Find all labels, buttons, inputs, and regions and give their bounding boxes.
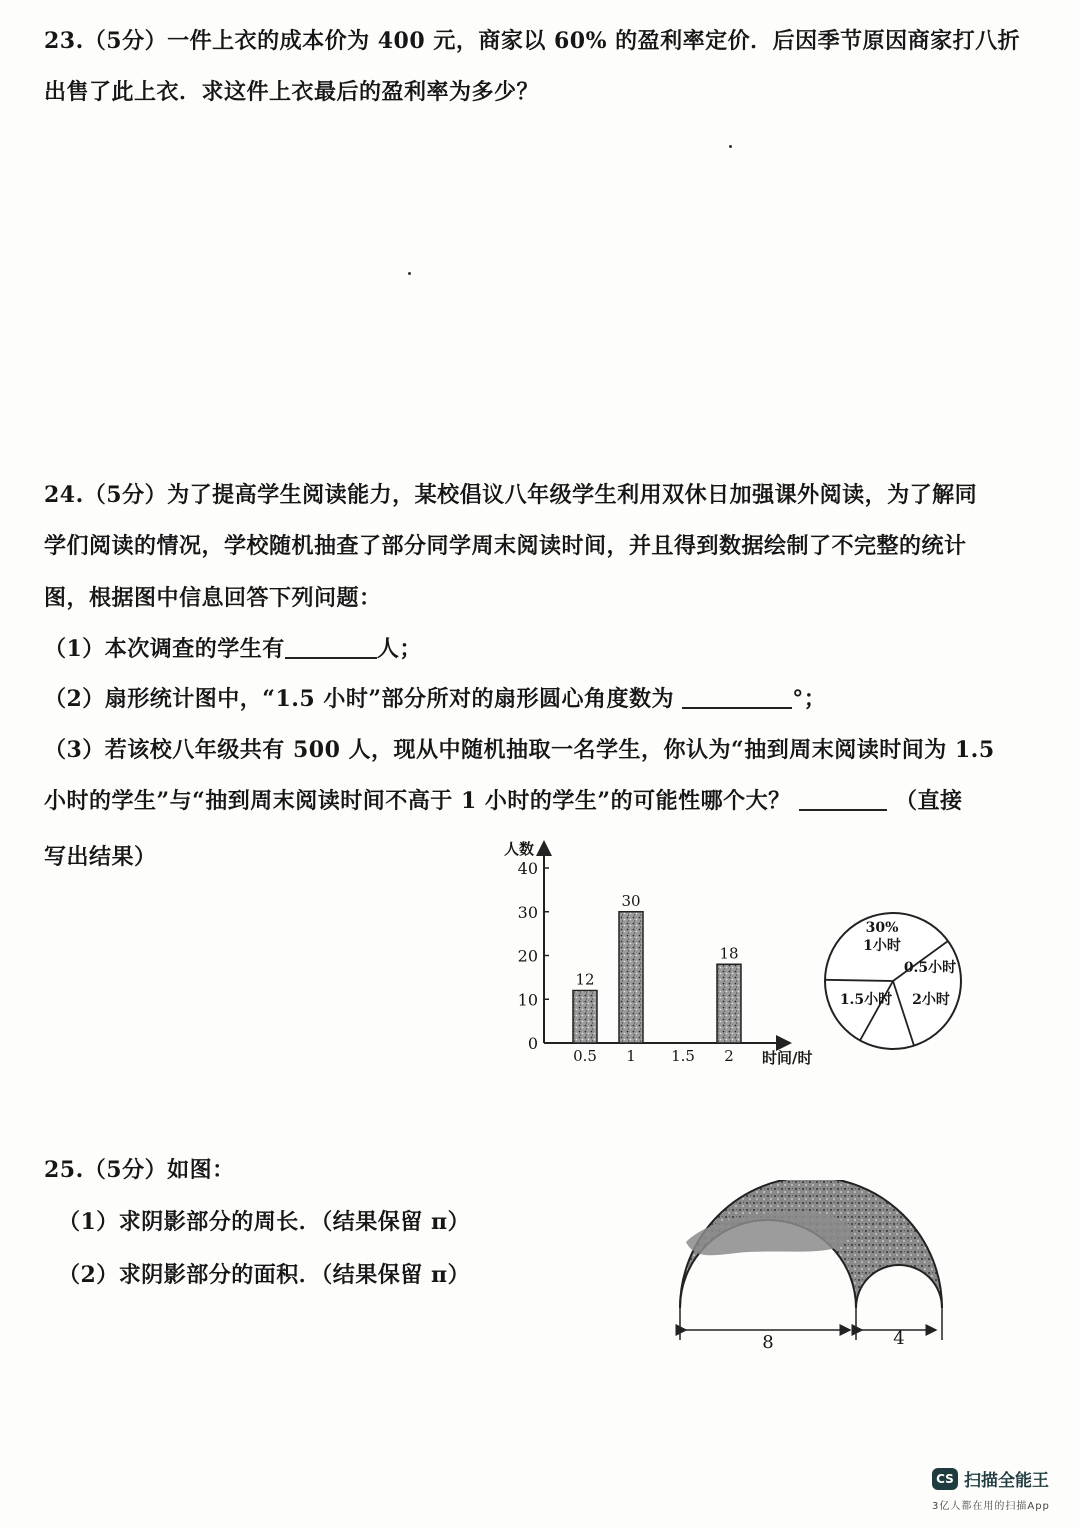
pie-label-1.5h: 1.5小时 xyxy=(839,992,893,1008)
x-axis-label: 时间/时 xyxy=(762,1049,813,1067)
y-tick-label: 20 xyxy=(517,946,538,966)
pie-slice-boundary xyxy=(825,980,893,981)
q25-sub1: （1）求阴影部分的周长．（结果保留 π） xyxy=(58,1209,471,1235)
q24-sub3-line-3: 写出结果） xyxy=(44,844,157,870)
bar-0.5 xyxy=(573,991,597,1044)
q24-line-3: 图，根据图中信息回答下列问题： xyxy=(44,585,382,611)
pie-chart xyxy=(820,908,966,1054)
q23-line-2: 出售了此上衣．求这件上衣最后的盈利率为多少？ xyxy=(44,79,540,105)
q24-sub2 xyxy=(44,682,826,713)
scan-speck xyxy=(729,145,732,148)
q24-sub2-unit: °； xyxy=(792,686,827,712)
pie-label-0.5h: 0.5小时 xyxy=(903,960,957,976)
x-tick-label: 2 xyxy=(724,1047,734,1065)
bar-2 xyxy=(717,964,741,1043)
scanner-watermark xyxy=(932,1466,1049,1491)
q24-line-2: 学们阅读的情况，学校随机抽查了部分同学周末阅读时间，并且得到数据绘制了不完整的统计 xyxy=(44,533,967,559)
q24-sub1-unit: 人； xyxy=(376,636,422,662)
bar-chart xyxy=(500,838,830,1070)
q25-line-1: 25.（5分）如图： xyxy=(44,1157,235,1183)
x-tick-label: 0.5 xyxy=(573,1047,597,1065)
answer-blank-3[interactable] xyxy=(799,787,887,811)
q24-sub1-text: （1）本次调查的学生有 xyxy=(44,636,285,662)
q24-sub3-line-2 xyxy=(44,784,962,815)
dim-label-8: 8 xyxy=(762,1332,774,1353)
x-tick-label: 1.5 xyxy=(671,1047,695,1065)
q25-sub2: （2）求阴影部分的面积．（结果保留 π） xyxy=(58,1262,471,1288)
x-tick-label: 1 xyxy=(626,1047,636,1065)
answer-blank-2[interactable] xyxy=(682,685,792,709)
answer-blank-1[interactable] xyxy=(285,635,377,659)
q24-line-1: 24.（5分）为了提高学生阅读能力，某校倡议八年级学生利用双休日加强课外阅读，为了解同 xyxy=(44,482,978,508)
scan-smudge xyxy=(686,1212,850,1256)
q24-sub3-tail: （直接 xyxy=(894,788,963,814)
y-tick-label: 40 xyxy=(517,859,538,878)
q24-sub1 xyxy=(44,632,422,663)
scan-speck xyxy=(408,272,411,275)
q24-sub3-text: 小时的学生”与“抽到周末阅读时间不高于 1 小时的学生”的可能性哪个大？ xyxy=(44,788,791,814)
bar-value-label: 18 xyxy=(719,944,739,963)
y-tick-label: 30 xyxy=(517,902,538,922)
dim-label-4: 4 xyxy=(893,1328,905,1349)
bar-value-label: 30 xyxy=(621,891,641,910)
bar-value-label: 12 xyxy=(575,970,595,989)
q24-sub2-text: （2）扇形统计图中，“1.5 小时”部分所对的扇形圆心角度数为 xyxy=(44,686,675,712)
pie-label-2h: 2小时 xyxy=(912,992,950,1008)
q23-line-1: 23.（5分）一件上衣的成本价为 400 元，商家以 60% 的盈利率定价．后因季节原因商家打八折 xyxy=(44,28,1021,54)
pie-percent-1h: 30% xyxy=(865,920,899,936)
arc-figure xyxy=(668,1180,958,1355)
bar-1 xyxy=(619,912,643,1043)
q24-sub3-line-1: （3）若该校八年级共有 500 人，现从中随机抽取一名学生，你认为“抽到周末阅读时间为 1.5 xyxy=(44,737,995,763)
y-axis-label: 人数 xyxy=(504,840,535,858)
scanner-logo-icon: CS xyxy=(932,1468,958,1490)
scanner-tagline: 3亿人都在用的扫描App xyxy=(932,1501,1050,1512)
pie-label-1h: 1小时 xyxy=(863,938,901,954)
scanner-name: 扫描全能王 xyxy=(964,1471,1049,1491)
y-tick-label: 10 xyxy=(517,990,538,1010)
y-tick-label: 0 xyxy=(527,1034,538,1053)
